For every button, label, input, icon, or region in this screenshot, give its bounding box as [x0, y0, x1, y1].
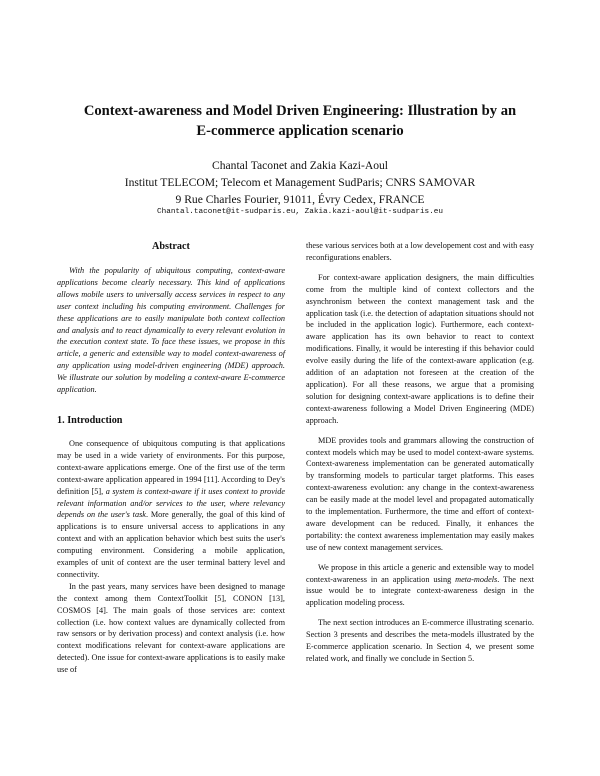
right-column: [306, 240, 534, 665]
intro-paragraph-1: [57, 438, 285, 581]
author-institution: Institut TELECOM; Telecom et Management SudParis; CNRS SAMOVAR: [124, 176, 476, 189]
intro-p1-end: . More generally, the goal of this kind of applications is to ensure universal access to applications in any context and with an application behavior which best suits the user's computing environment. Considering a mobile application, examples of unit of context are the user terminal battery level and connectivity.: [57, 510, 285, 579]
author-block: [60, 157, 540, 208]
author-names: Chantal Taconet and Zakia Kazi-Aoul: [211, 159, 389, 172]
author-address: 9 Rue Charles Fourier, 91011, Évry Cedex, FRANCE: [175, 193, 425, 206]
title-line-1: Context-awareness and Model Driven Engineering: Illustration by an: [83, 103, 517, 119]
right-p3-end: . The next issue would be to integrate context-awareness design in the application modeling process.: [306, 574, 534, 608]
intro-p1-start: One consequence of ubiquitous computing is that applications may be used in a wide variety of environments. For this purpose, context-aware applications emerge. One of the first use of the term context-aware application appeared in 1994 [11]. According to Dey's definition [5],: [57, 438, 285, 496]
right-paragraph-4: The next section introduces an E-commerce illustrating scenario. Section 3 presents and describes the meta-models illustrated by the E-commerce application scenario. In Section 4, we present some related work, and finally we conclude in Section 5.: [306, 618, 534, 663]
introduction-heading: 1. Introduction: [57, 414, 123, 426]
right-p3-start: We propose in this article a generic and extensible way to model context-awareness in an application using: [306, 562, 534, 584]
left-column: [57, 240, 285, 676]
intro-p1-definition: a system is context-aware if it uses context to provide relevant information and/or services to the user, where relevancy depends on the user's task: [57, 486, 285, 520]
title-line-2: E-commerce application scenario: [196, 123, 404, 139]
author-emails: Chantal.taconet@it-sudparis.eu, Zakia.kazi-aoul@it-sudparis.eu: [156, 208, 444, 216]
abstract-body: With the popularity of ubiquitous computing, context-aware applications become clearly necessary. This kind of applications allows mobile users to universally access services in respect to any user context including his computing environment. Challenges for these applications are to easily manipulate both context collection and analysis and to react dynamically to every relevant evolution in the execution context state. To face these issues, we propose in this article, a generic and extensible way to model context-awareness of any application using model-driven engineering (MDE) approach. We illustrate our solution by modeling a context-aware E-commerce application.: [57, 266, 285, 395]
right-paragraph-0: these various services both at a low developement cost and with easy reconfigurations enablers.: [306, 241, 534, 262]
abstract-heading: Abstract: [152, 241, 190, 252]
paper-title: [60, 101, 540, 141]
right-paragraph-1: For context-aware application designers, the main difficulties come from the multiple kind of context collectors and the asynchronism between the context management task and the application task (i.e. the detection of adaptation situations should not be included in the application logic). Furthermore, each context-aware application has its own behavior to react to context modifications. Finally, it would be interesting if this behavior could evolve easily during the life of the context-aware application (e.g. addition of an adaptation not foreseen at the creation of the application). For all these reasons, we argue that a promising solution for designing context-aware applications is to define their context-awareness following a Model Driven Engineering (MDE) approach.: [306, 272, 534, 425]
intro-paragraph-2: In the past years, many services have been designed to manage the context among them ContextToolkit [5], CONON [13], COSMOS [4]. The main goals of those services are: context collection (i.e. how context values are dynamically collected from raw sensors or by derivation process) and context analysis (i.e. how context modifications relevant for context-aware applications are detected). One issue for context-aware applications is to easily make use of: [57, 581, 285, 675]
right-paragraph-2: MDE provides tools and grammars allowing the construction of context models which may be used to model context-aware systems. Context-awareness implementation can be generated automatically by transforming models to particular target platforms. This eases context-awareness evolution: any change in the context-awareness can be easily made at the model level and propagated automatically to the implementation. Furthermore, the time and effort of context-aware development can be reduced. Finally, it enhances the portability: the context awareness implementation may easily makes use of new context management services.: [306, 435, 534, 552]
right-paragraph-3: [306, 562, 534, 610]
right-p3-meta-models: meta-models: [455, 574, 498, 584]
